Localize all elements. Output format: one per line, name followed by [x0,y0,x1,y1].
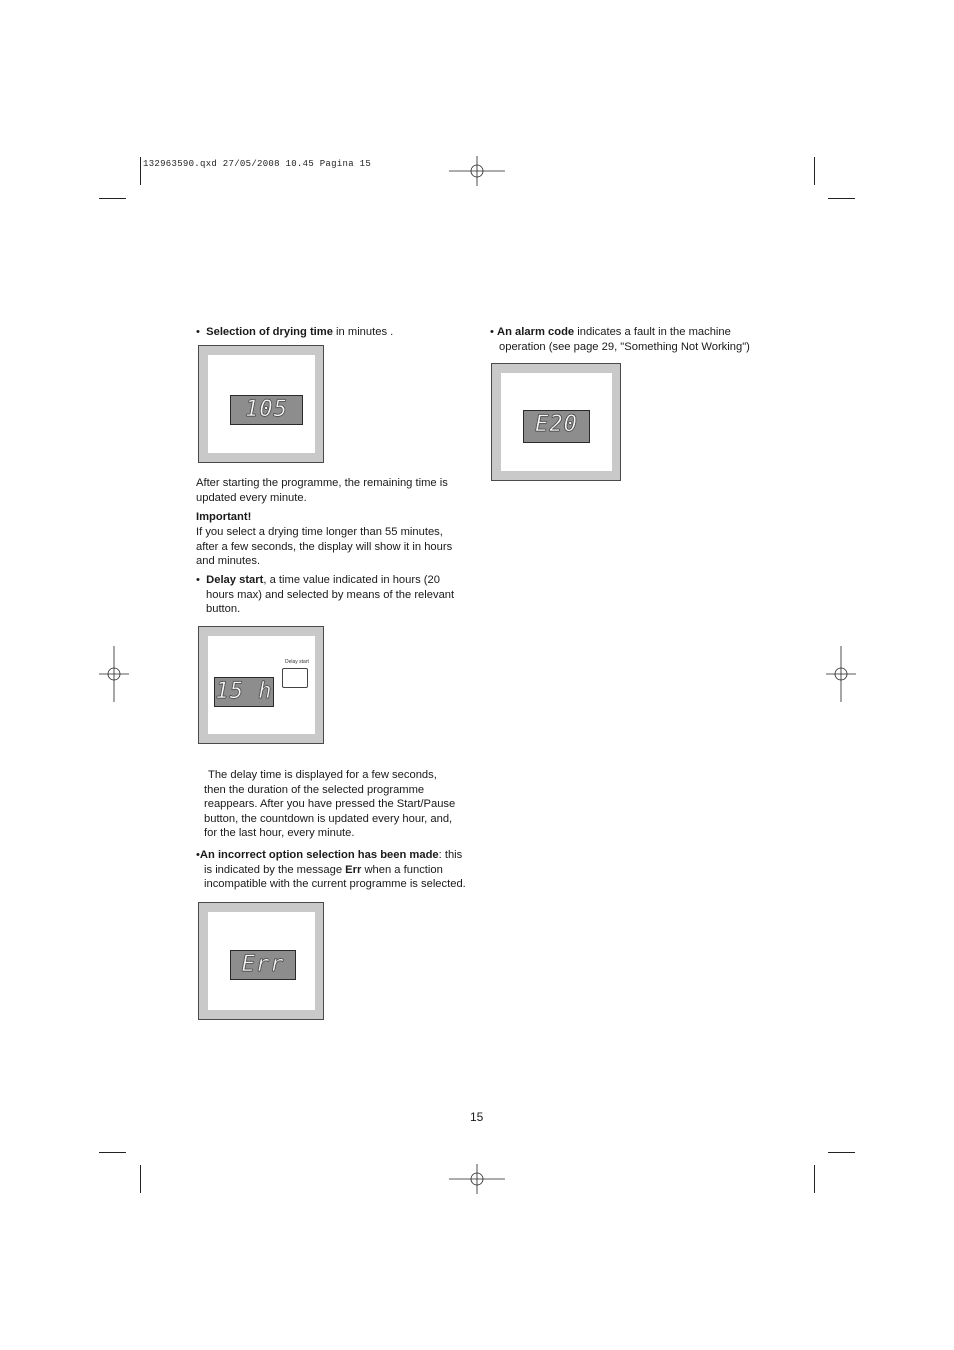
lcd-display-drying-time [230,395,303,425]
para-delay-time-text: The delay time is displayed for a few seconds, then the duration of the selected programme reappears. After you have pressed the Start/Pause button, the countdown is updated every hour, and, for the last hour, every minute. [204,769,456,840]
bullet-incorrect-option-bold: An incorrect option selection has been made [199,849,439,861]
bullet-delay-start-rest: , a time value indicated in hours (20 hours max) and selected by means of the relevant button. [206,574,455,616]
bullet-incorrect-option-mid: : this is indicated by the message [204,849,463,876]
registration-mark-right-icon [826,646,856,702]
para-delay-time [204,768,460,841]
delay-start-button-label: Delay start [285,659,309,665]
bullet-delay-start-bold: Delay start [206,574,264,586]
crop-mark-bottom-left-h [99,1152,126,1153]
para-remaining-time: After starting the programme, the remaining time is updated every minute. [196,477,448,504]
display-panel-inner [501,373,612,471]
bullet-alarm-code-rest: indicates a fault in the machine operation (see page 29, "Something Not Working") [499,326,750,353]
bullet-char: • [196,326,200,338]
crop-mark-top-left-v [140,157,141,185]
bullet-incorrect-option-rest: when a function incompatible with the current programme is selected. [204,863,466,891]
bullet-drying-time [196,325,466,340]
print-slug: 132963590.qxd 27/05/2008 10.45 Pagina 15 [143,159,372,169]
registration-mark-left-icon [99,646,129,702]
bullet-delay-start [196,573,458,617]
crop-mark-bottom-left-v [140,1165,141,1193]
lcd-display-error [230,950,296,980]
display-panel-inner [208,912,315,1010]
bullet-drying-time-rest: in minutes . [332,326,394,338]
display-panel-error [198,902,324,1020]
lcd-display-delay-start [214,677,274,707]
bullet-char: • [196,574,200,586]
lcd-display-delay-start-value: 15 h [215,679,273,704]
lcd-display-alarm-value: E20 [535,412,578,437]
bullet-char: • [490,326,494,338]
bullet-incorrect-option-err: Err [345,863,362,876]
crop-mark-bottom-right-v [814,1165,815,1193]
display-panel-alarm [491,363,621,481]
registration-mark-top-icon [449,156,505,186]
lcd-display-alarm [523,410,590,443]
delay-start-button[interactable] [282,668,308,688]
crop-mark-top-left-h [99,198,126,199]
crop-mark-top-right-v [814,157,815,185]
important-text: If you select a drying time longer than 55 minutes, after a few seconds, the display will show it in hours and minutes. [196,526,453,568]
bullet-char: • [196,849,200,861]
page-number: 15 [470,1110,484,1124]
crop-mark-bottom-right-h [828,1152,855,1153]
bullet-alarm-code [490,325,752,354]
display-panel-delay-start [198,626,324,744]
display-panel-drying-time [198,345,324,463]
bullet-alarm-code-bold: An alarm code [497,326,575,338]
display-panel-inner [208,636,315,734]
lcd-display-drying-time-value: 105 [245,397,288,422]
bullet-drying-time-bold: Selection of drying time [206,326,333,338]
display-panel-inner [208,355,315,453]
bullet-incorrect-option [196,848,468,892]
crop-mark-top-right-h [828,198,855,199]
lcd-display-error-value: Err [241,952,285,977]
important-heading [196,510,456,525]
important-heading-text: Important! [196,511,252,523]
registration-mark-bottom-icon [449,1164,505,1194]
